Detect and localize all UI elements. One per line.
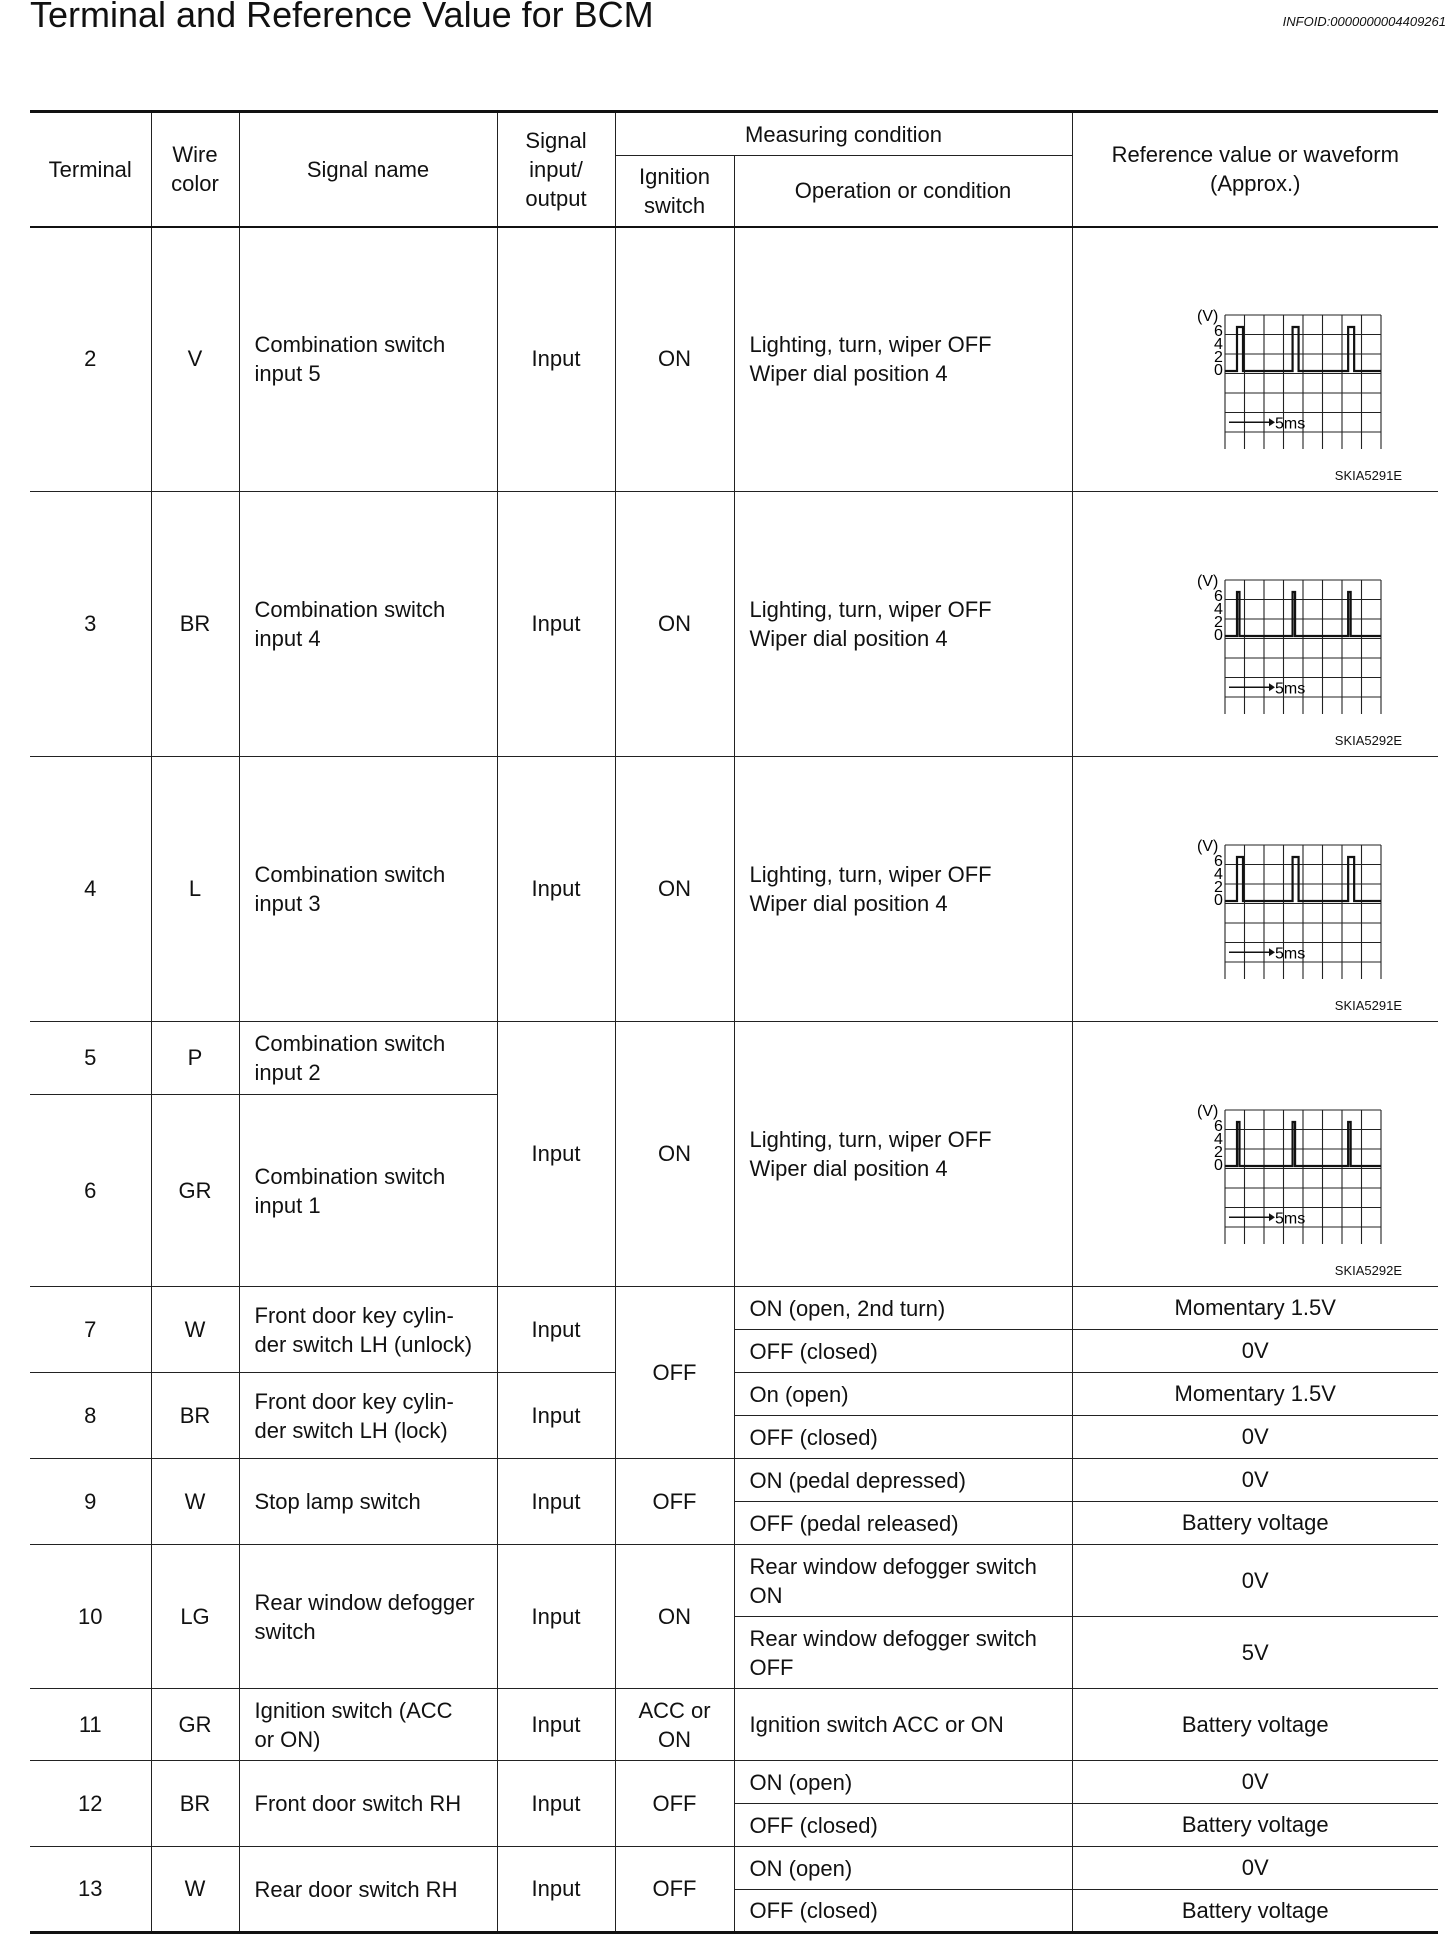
wire-color-cell: LG bbox=[151, 1545, 239, 1689]
y-tick-label: 4 bbox=[1214, 336, 1224, 354]
signal-io-cell: Input bbox=[497, 1545, 615, 1689]
table-row bbox=[30, 227, 1438, 492]
y-tick-label: 4 bbox=[1214, 601, 1224, 618]
ignition-cell: OFF bbox=[615, 1847, 734, 1933]
terminal-cell: 7 bbox=[30, 1287, 151, 1373]
wire-color-cell: V bbox=[151, 227, 239, 492]
ignition-cell: ON bbox=[615, 1545, 734, 1689]
y-tick-label: 4 bbox=[1214, 866, 1224, 883]
terminal-cell: 4 bbox=[30, 757, 151, 1022]
signal-io-cell: Input bbox=[497, 1459, 615, 1545]
table-row bbox=[30, 1459, 1438, 1502]
ignition-cell: ON bbox=[615, 492, 734, 757]
signal-name-cell: Rear window defogger switch bbox=[239, 1545, 497, 1689]
time-scale-label: 5ms bbox=[1275, 945, 1306, 963]
signal-name-cell: Combination switch input 2 bbox=[239, 1022, 497, 1095]
signal-io-cell: Input bbox=[497, 227, 615, 492]
signal-name-cell: Combination switch input 4 bbox=[239, 492, 497, 757]
ignition-cell: ON bbox=[615, 1022, 734, 1287]
reference-cell: 0V bbox=[1072, 1847, 1438, 1890]
signal-io-cell: Input bbox=[497, 1373, 615, 1459]
operation-cell: Lighting, turn, wiper OFF Wiper dial position 4 bbox=[734, 492, 1072, 757]
y-unit-label: (V) bbox=[1197, 1103, 1219, 1120]
signal-io-cell: Input bbox=[497, 1287, 615, 1373]
operation-cell: ON (open) bbox=[734, 1761, 1072, 1804]
y-unit-label: (V) bbox=[1197, 838, 1219, 855]
waveform-cell bbox=[1072, 492, 1438, 757]
time-scale-label: 5ms bbox=[1275, 1210, 1306, 1228]
wire-color-cell: GR bbox=[151, 1689, 239, 1761]
table-row bbox=[30, 1287, 1438, 1330]
page-title: Terminal and Reference Value for BCM bbox=[30, 0, 654, 35]
wire-color-cell: W bbox=[151, 1287, 239, 1373]
reference-cell: 5V bbox=[1072, 1617, 1438, 1689]
operation-cell: ON (open) bbox=[734, 1847, 1072, 1890]
table-row bbox=[30, 1847, 1438, 1890]
y-tick-label: 2 bbox=[1214, 349, 1224, 367]
wire-color-cell: P bbox=[151, 1022, 239, 1095]
header-reference-value: Reference value or waveform (Approx.) bbox=[1072, 112, 1438, 227]
signal-name-cell: Combination switch input 3 bbox=[239, 757, 497, 1022]
signal-io-cell: Input bbox=[497, 1689, 615, 1761]
terminal-cell: 3 bbox=[30, 492, 151, 757]
operation-cell: OFF (closed) bbox=[734, 1890, 1072, 1933]
y-tick-label: 6 bbox=[1214, 1118, 1224, 1135]
y-tick-label: 6 bbox=[1214, 323, 1224, 341]
operation-cell: ON (pedal depressed) bbox=[734, 1459, 1072, 1502]
operation-cell: Lighting, turn, wiper OFF Wiper dial position 4 bbox=[734, 757, 1072, 1022]
reference-cell: Battery voltage bbox=[1072, 1890, 1438, 1933]
header-terminal: Terminal bbox=[30, 112, 151, 227]
terminal-cell: 8 bbox=[30, 1373, 151, 1459]
waveform-cell bbox=[1072, 757, 1438, 1022]
operation-cell: OFF (closed) bbox=[734, 1804, 1072, 1847]
waveform-chart bbox=[1125, 534, 1385, 714]
wire-color-cell: BR bbox=[151, 1761, 239, 1847]
y-tick-label: 2 bbox=[1214, 1144, 1224, 1161]
header-wire-color: Wire color bbox=[151, 112, 239, 227]
operation-cell: Lighting, turn, wiper OFF Wiper dial position 4 bbox=[734, 1022, 1072, 1287]
waveform-code: SKIA5292E bbox=[1334, 1263, 1402, 1278]
terminal-cell: 2 bbox=[30, 227, 151, 492]
wire-color-cell: W bbox=[151, 1847, 239, 1933]
ignition-cell: ON bbox=[615, 757, 734, 1022]
ignition-cell: OFF bbox=[615, 1761, 734, 1847]
waveform-code: SKIA5291E bbox=[1334, 468, 1402, 483]
time-scale-label: 5ms bbox=[1275, 415, 1306, 433]
waveform-cell bbox=[1072, 1022, 1438, 1287]
waveform-chart bbox=[1125, 1064, 1385, 1244]
terminal-cell: 9 bbox=[30, 1459, 151, 1545]
waveform-chart bbox=[1125, 799, 1385, 979]
signal-name-cell: Ignition switch (ACC or ON) bbox=[239, 1689, 497, 1761]
signal-name-cell: Rear door switch RH bbox=[239, 1847, 497, 1933]
header-ignition-switch: Ignition switch bbox=[615, 156, 734, 227]
header-signal-io: Signal input/ output bbox=[497, 112, 615, 227]
waveform-chart bbox=[1125, 269, 1385, 449]
ignition-cell: ACC or ON bbox=[615, 1689, 734, 1761]
table-row bbox=[30, 1761, 1438, 1804]
ignition-cell: OFF bbox=[615, 1459, 734, 1545]
table-row bbox=[30, 1373, 1438, 1416]
y-tick-label: 0 bbox=[1214, 627, 1224, 644]
signal-io-cell: Input bbox=[497, 1761, 615, 1847]
table-row bbox=[30, 1689, 1438, 1761]
y-tick-label: 0 bbox=[1214, 362, 1224, 380]
operation-cell: On (open) bbox=[734, 1373, 1072, 1416]
signal-name-cell: Front door key cylin- der switch LH (unlock) bbox=[239, 1287, 497, 1373]
y-tick-label: 6 bbox=[1214, 853, 1224, 870]
table-row bbox=[30, 1545, 1438, 1617]
reference-cell: Momentary 1.5V bbox=[1072, 1373, 1438, 1416]
signal-io-cell: Input bbox=[497, 1022, 615, 1287]
signal-io-cell: Input bbox=[497, 492, 615, 757]
waveform-cell bbox=[1072, 227, 1438, 492]
wire-color-cell: L bbox=[151, 757, 239, 1022]
header-operation: Operation or condition bbox=[734, 156, 1072, 227]
waveform-code: SKIA5292E bbox=[1334, 733, 1402, 748]
y-tick-label: 2 bbox=[1214, 879, 1224, 896]
operation-cell: OFF (closed) bbox=[734, 1330, 1072, 1373]
terminal-cell: 6 bbox=[30, 1095, 151, 1287]
y-tick-label: 6 bbox=[1214, 588, 1224, 605]
signal-io-cell: Input bbox=[497, 1847, 615, 1933]
header-signal-name: Signal name bbox=[239, 112, 497, 227]
time-scale-label: 5ms bbox=[1275, 680, 1306, 698]
reference-cell: 0V bbox=[1072, 1330, 1438, 1373]
signal-name-cell: Front door switch RH bbox=[239, 1761, 497, 1847]
y-unit-label: (V) bbox=[1197, 573, 1219, 590]
signal-io-cell: Input bbox=[497, 757, 615, 1022]
wire-color-cell: GR bbox=[151, 1095, 239, 1287]
terminal-cell: 5 bbox=[30, 1022, 151, 1095]
wire-color-cell: W bbox=[151, 1459, 239, 1545]
waveform-code: SKIA5291E bbox=[1334, 998, 1402, 1013]
terminal-cell: 13 bbox=[30, 1847, 151, 1933]
y-tick-label: 4 bbox=[1214, 1131, 1224, 1148]
signal-name-cell: Combination switch input 5 bbox=[239, 227, 497, 492]
signal-name-cell: Front door key cylin- der switch LH (lock) bbox=[239, 1373, 497, 1459]
reference-cell: 0V bbox=[1072, 1545, 1438, 1617]
y-tick-label: 2 bbox=[1214, 614, 1224, 631]
table-row bbox=[30, 492, 1438, 757]
y-tick-label: 0 bbox=[1214, 1157, 1224, 1174]
reference-cell: 0V bbox=[1072, 1761, 1438, 1804]
info-id: INFOID:0000000004409261 bbox=[1282, 14, 1446, 29]
operation-cell: OFF (pedal released) bbox=[734, 1502, 1072, 1545]
operation-cell: ON (open, 2nd turn) bbox=[734, 1287, 1072, 1330]
table-row bbox=[30, 757, 1438, 1022]
operation-cell: Lighting, turn, wiper OFF Wiper dial position 4 bbox=[734, 227, 1072, 492]
reference-cell: Battery voltage bbox=[1072, 1502, 1438, 1545]
reference-cell: 0V bbox=[1072, 1416, 1438, 1459]
wire-color-cell: BR bbox=[151, 492, 239, 757]
signal-name-cell: Combination switch input 1 bbox=[239, 1095, 497, 1287]
table-row bbox=[30, 1022, 1438, 1095]
header-measuring-condition: Measuring condition bbox=[615, 112, 1072, 156]
reference-cell: Momentary 1.5V bbox=[1072, 1287, 1438, 1330]
terminal-reference-table bbox=[30, 110, 1438, 1934]
reference-cell: Battery voltage bbox=[1072, 1804, 1438, 1847]
y-tick-label: 0 bbox=[1214, 892, 1224, 909]
terminal-cell: 11 bbox=[30, 1689, 151, 1761]
terminal-cell: 10 bbox=[30, 1545, 151, 1689]
y-unit-label: (V) bbox=[1197, 308, 1219, 326]
operation-cell: Rear window defogger switch OFF bbox=[734, 1617, 1072, 1689]
operation-cell: Rear window defogger switch ON bbox=[734, 1545, 1072, 1617]
ignition-cell: OFF bbox=[615, 1287, 734, 1459]
operation-cell: OFF (closed) bbox=[734, 1416, 1072, 1459]
signal-name-cell: Stop lamp switch bbox=[239, 1459, 497, 1545]
terminal-cell: 12 bbox=[30, 1761, 151, 1847]
wire-color-cell: BR bbox=[151, 1373, 239, 1459]
reference-cell: Battery voltage bbox=[1072, 1689, 1438, 1761]
operation-cell: Ignition switch ACC or ON bbox=[734, 1689, 1072, 1761]
reference-cell: 0V bbox=[1072, 1459, 1438, 1502]
ignition-cell: ON bbox=[615, 227, 734, 492]
